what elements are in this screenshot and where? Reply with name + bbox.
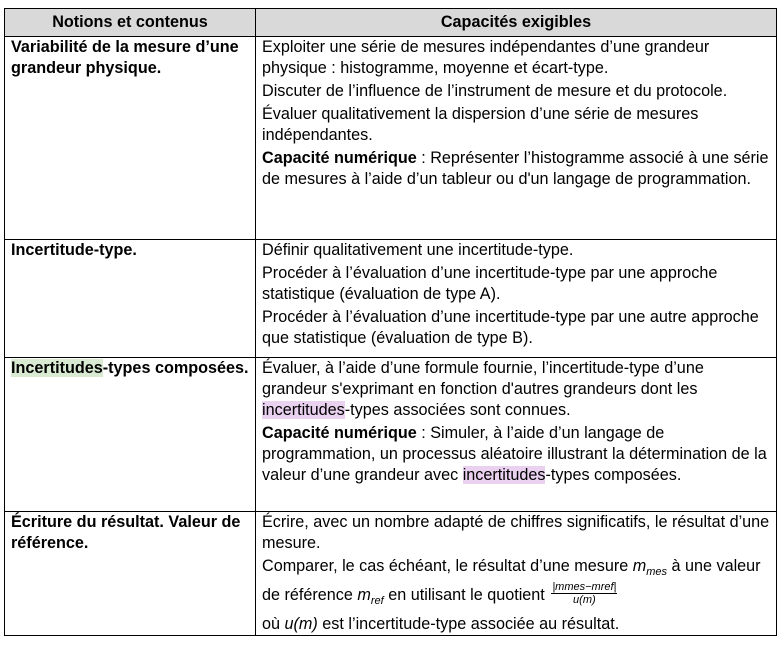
fraction-denominator: u(m) (573, 594, 596, 607)
fraction-numerator: |mmes−mref| (552, 581, 617, 594)
highlight-green: Incertitudes (11, 359, 103, 377)
header-notions: Notions et contenus (5, 9, 256, 37)
notion-rest: -types composées. (102, 359, 249, 377)
capacite-text: où (262, 615, 285, 634)
capacite-item: Définir qualitativement une incertitude-type. (262, 241, 574, 259)
capacite-numerique (262, 148, 770, 190)
capacites-cell (256, 512, 777, 636)
capacite-item: Évaluer qualitativement la dispersion d’une série de mesures indépendantes. (262, 105, 699, 144)
notion-cell: Variabilité de la mesure d’une grandeur physique. (5, 37, 256, 240)
capacite-text: Évaluer, à l’aide d’une formule fournie, l’incertitude-type d’une grandeur s'exprimant en fonction d'autres grandeurs dont les (262, 359, 704, 398)
capacites-cell (256, 358, 777, 512)
capacite-item: Procéder à l’évaluation d’une incertitude-type par une autre approche que statistique (évaluation de type B). (262, 308, 759, 347)
capacite-text: Comparer, le cas échéant, le résultat d’une mesure (262, 557, 633, 575)
capacite-numerique-text: -types composées. (545, 466, 682, 484)
notion-cell (5, 358, 256, 512)
capacite-numerique-text: : Simuler, à l’aide d’un langage de programmation, un processus aléatoire illustrant la détermination de la valeur d’une grandeur avec (262, 424, 767, 484)
capacite-text: en utilisant le quotient (383, 586, 550, 605)
capacite-item: Discuter de l’influence de l’instrument de mesure et du protocole. (262, 82, 728, 100)
table-row (5, 512, 777, 636)
mes-subscript: mes (646, 566, 667, 579)
m-symbol: m (357, 586, 371, 605)
highlight-pink: incertitudes (462, 466, 546, 484)
m-symbol: m (632, 557, 647, 575)
capacite-text: à une valeur de référence (262, 557, 761, 605)
table-row (5, 358, 777, 512)
notion-cell: Écriture du résultat. Valeur de référence. (5, 512, 256, 636)
header-row (5, 9, 777, 37)
capacite-item (262, 614, 770, 635)
formula-m-ref (357, 586, 384, 608)
capacite-text: -types associées sont connues. (344, 401, 571, 419)
capacites-cell (256, 240, 777, 358)
table-row (5, 240, 777, 358)
capacite-numerique (262, 423, 770, 486)
header-capacites: Capacités exigibles (256, 9, 777, 37)
quotient-fraction (551, 581, 617, 606)
capacite-numerique-text: : Représenter l’histogramme associé à une série de mesures à l’aide d’un tableur ou d'un langage de programmation. (262, 149, 769, 188)
capacite-item (262, 556, 770, 612)
ref-subscript: ref (370, 595, 384, 608)
capacite-text: est l’incertitude-type associée au résultat. (317, 615, 620, 634)
capacites-cell (256, 37, 777, 240)
formula-m-mes (632, 557, 667, 579)
table-row (5, 37, 777, 240)
capacite-numerique-label: Capacité numérique (262, 424, 417, 442)
capacite-numerique-label: Capacité numérique (262, 149, 417, 167)
capacite-item: Exploiter une série de mesures indépendantes d’une grandeur physique : histogramme, moyenne et écart-type. (262, 38, 710, 77)
program-table (4, 8, 777, 636)
capacite-item: Procéder à l’évaluation d’une incertitude-type par une approche statistique (évaluation de type A). (262, 264, 718, 303)
capacite-item: Écrire, avec un nombre adapté de chiffres significatifs, le résultat d’une mesure. (262, 513, 770, 552)
highlight-pink: incertitudes (262, 401, 345, 419)
capacite-item (262, 358, 770, 421)
formula-u-m: u(m) (284, 615, 318, 634)
notion-cell: Incertitude-type. (5, 240, 256, 358)
